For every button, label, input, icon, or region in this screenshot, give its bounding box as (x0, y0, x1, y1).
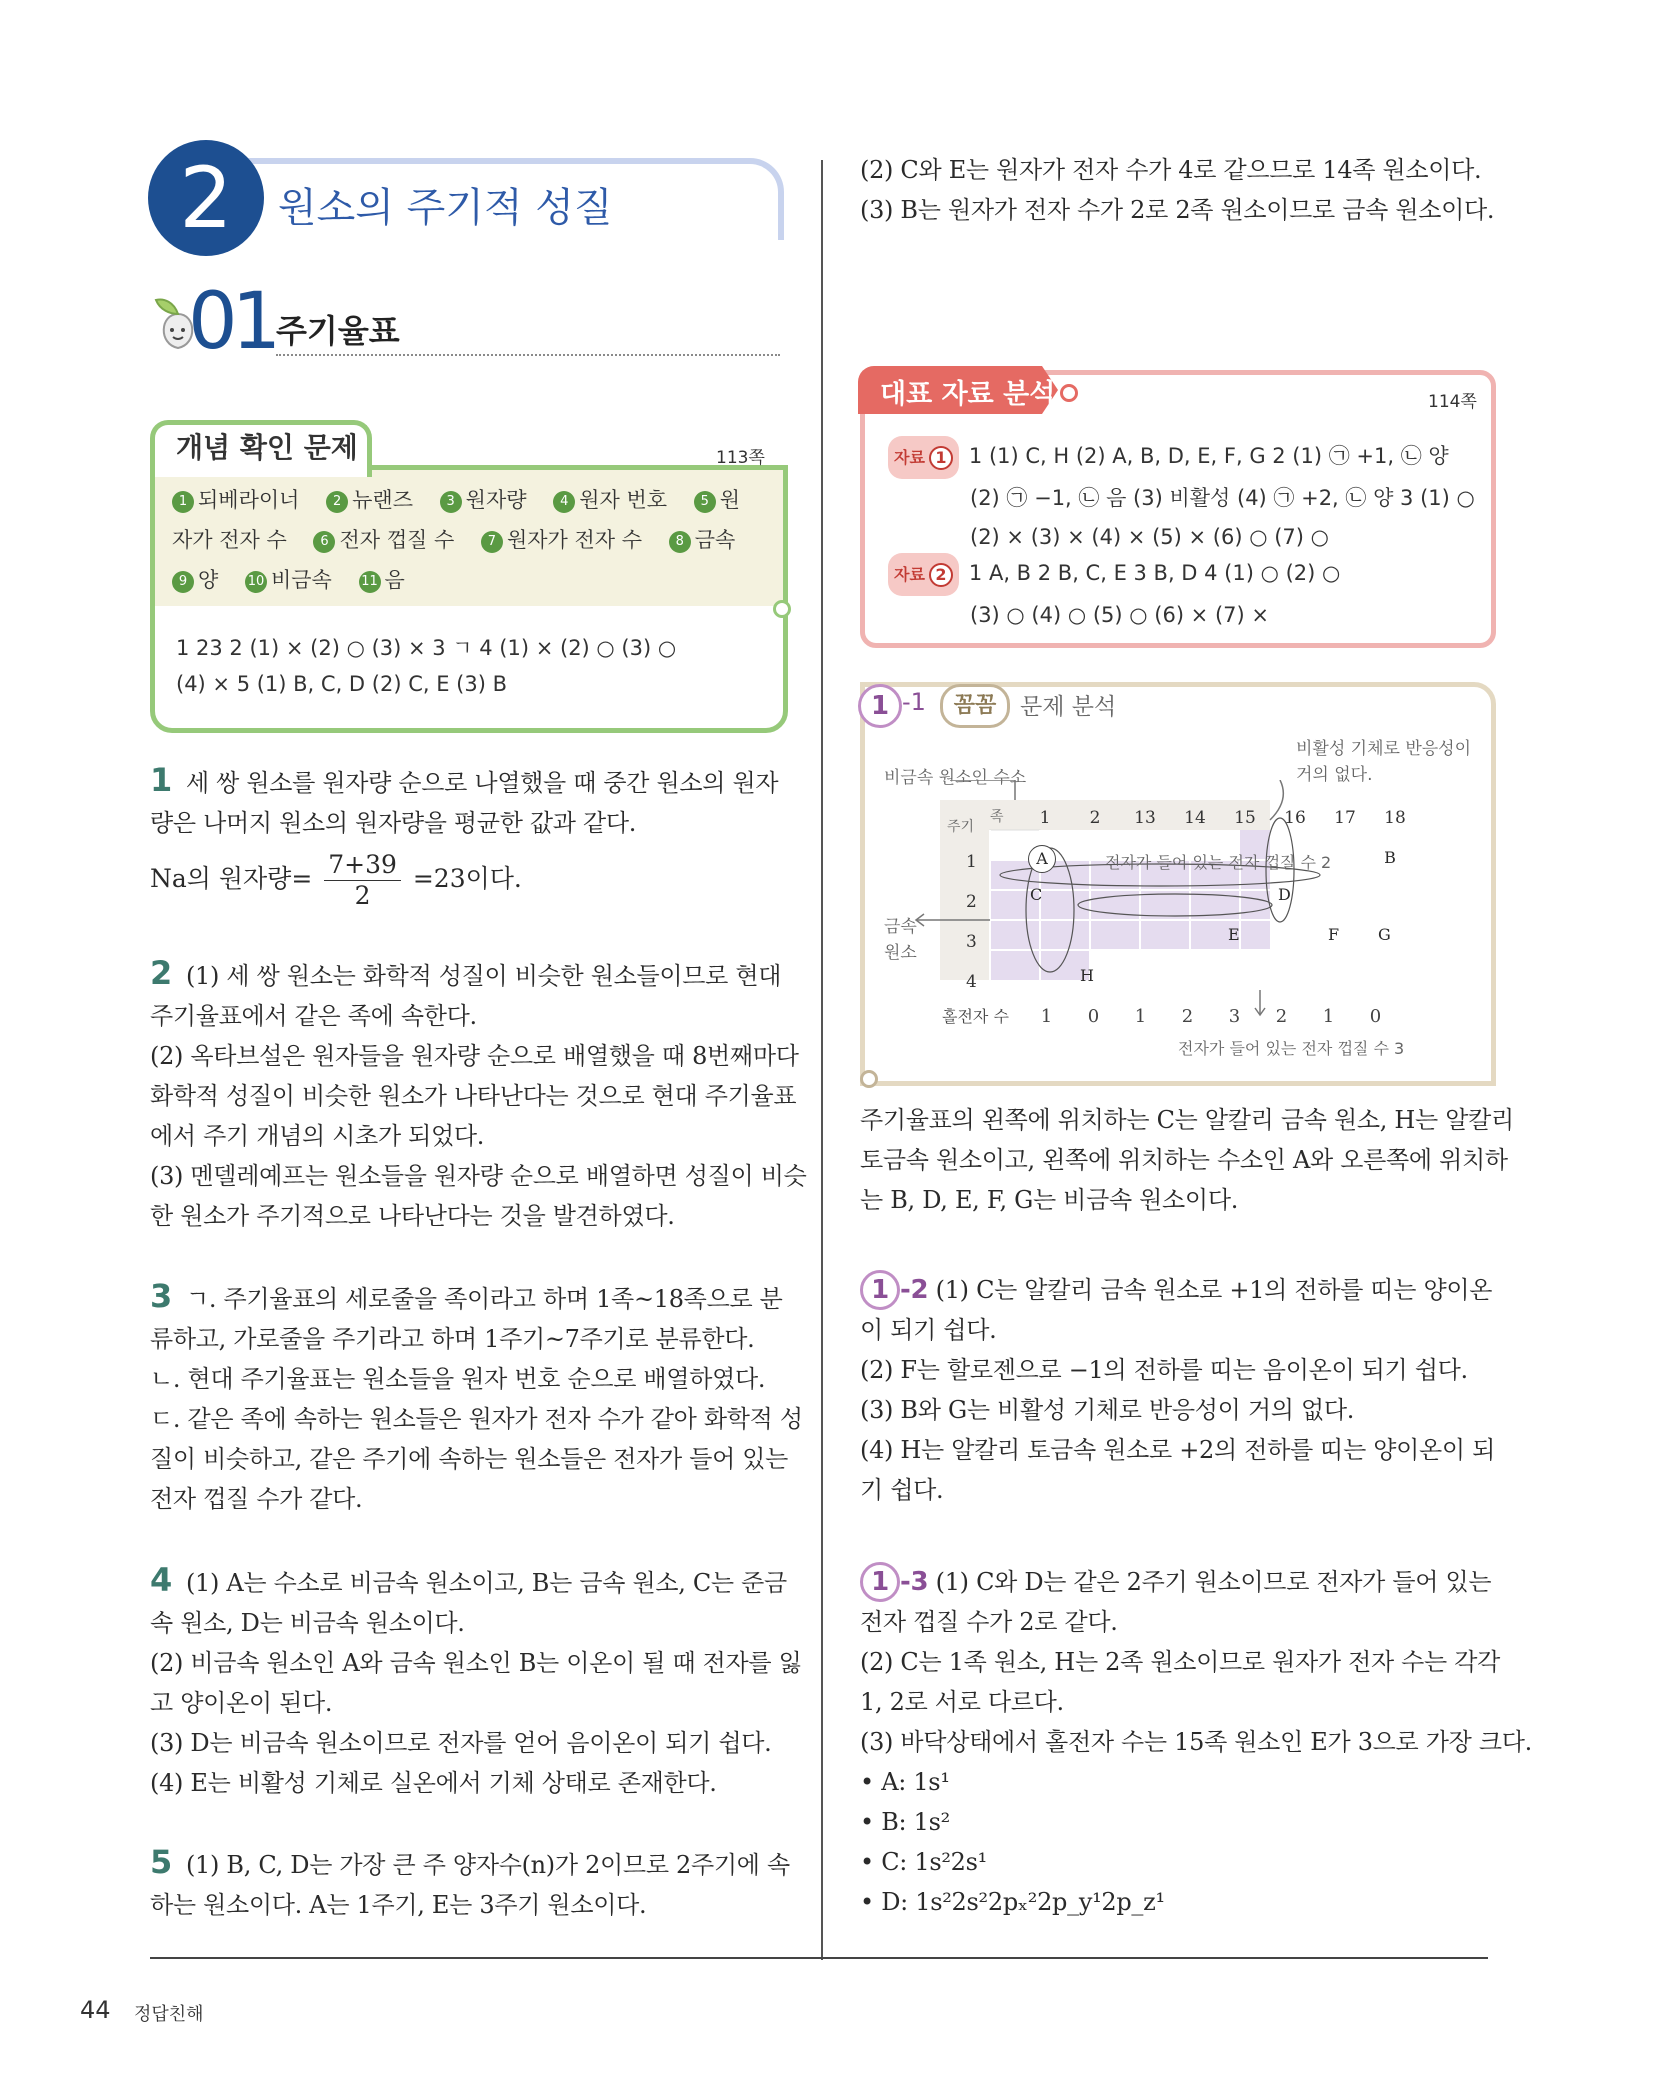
text-line: 에서 주기 개념의 시초가 되었다. (150, 1122, 485, 1150)
text-line: 화학적 성질이 비슷한 원소가 나타난다는 것으로 현대 주기율표 (150, 1082, 797, 1110)
label-metal-line-1: 금속 (884, 917, 917, 937)
text-line: (2) F는 할로젠으로 −1의 전하를 띠는 음이온이 되기 쉽다. (860, 1356, 1468, 1384)
keyword: 금속 (694, 528, 736, 552)
keyword: 음 (384, 568, 405, 592)
element-B: B (1384, 848, 1396, 867)
text-line: (3) 멘델레예프는 원소들을 원자량 순으로 배열하면 성질이 비슷 (150, 1162, 807, 1190)
question-number: 1 (150, 761, 172, 799)
jaryo-2-answers (888, 553, 1340, 635)
label-metal-line-2: 원소 (884, 943, 917, 963)
text-line: 토금속 원소이고, 왼쪽에 위치하는 수소인 A와 오른쪽에 위치하 (860, 1146, 1508, 1174)
keyword: 비금속 (270, 568, 332, 592)
unpaired-value: 2 (1181, 1006, 1194, 1027)
text-line: (2) C는 1족 원소, H는 2족 원소이므로 원자가 전자 수는 각각 (860, 1648, 1501, 1676)
label-inert-line-2: 거의 없다. (1296, 765, 1373, 785)
text-line: (2) C와 E는 원자가 전자 수가 4로 같으므로 14족 원소이다. (860, 156, 1482, 184)
period-number-column (966, 842, 977, 1002)
answer-line: 1 (1) C, H (2) A, B, D, E, F, G 2 (1) ㉠ +1, ㉡ 양 (968, 444, 1449, 468)
keyword: 전자 껍질 수 (339, 528, 455, 552)
label-inert-line-1: 비활성 기체로 반응성이 (1296, 739, 1472, 759)
element-E: E (1228, 925, 1240, 944)
unpaired-value: 2 (1275, 1006, 1288, 1027)
group-number: 15 (1234, 808, 1256, 828)
section-title: 주기율표 (276, 312, 400, 350)
keyword-number: 7 (481, 531, 503, 553)
corner-period-label: 주기 (947, 819, 975, 835)
concept-keyword-line-1 (172, 484, 740, 514)
question-number: 3 (150, 1277, 172, 1315)
fraction-numerator: 7+39 (324, 850, 401, 881)
text-line: ㄱ. 주기율표의 세로줄을 족이라고 하며 1족~18족으로 분 (185, 1285, 783, 1313)
text-line: 전자 껍질 수가 2로 같다. (860, 1608, 1118, 1636)
unpaired-value: 0 (1369, 1006, 1382, 1027)
element-C: C (1030, 885, 1043, 904)
text-line: 세 쌍 원소를 원자량 순으로 나열했을 때 중간 원소의 원자 (185, 769, 779, 797)
unpaired-value: 1 (1040, 1006, 1053, 1027)
concept-box-dot (773, 600, 791, 618)
rep-box-dot (1060, 384, 1078, 402)
keyword-number: 1 (172, 491, 194, 513)
text-line: 하는 원소이다. A는 1주기, E는 3주기 원소이다. (150, 1891, 647, 1919)
analysis-title: 문제 분석 (1020, 694, 1117, 720)
analysis-number-badge: 1 (858, 684, 902, 728)
text-line: 주기율표의 왼쪽에 위치하는 C는 알칼리 금속 원소, H는 알칼리 (860, 1106, 1514, 1134)
answer-line: 1 A, B 2 B, C, E 3 B, D 4 (1) ○ (2) ○ (968, 561, 1341, 585)
group-number: 2 (1089, 808, 1101, 828)
keyword: 원자량 (465, 488, 527, 512)
section-underline (276, 354, 780, 356)
group-number: 14 (1184, 808, 1206, 828)
shell-note-3: 전자가 들어 있는 전자 껍질 수 3 (1178, 1039, 1405, 1058)
group-number: 1 (1039, 808, 1051, 828)
electron-config: A: 1s¹ (881, 1768, 950, 1796)
sub-question-circle: 1 (860, 1562, 900, 1602)
period-column-bg (940, 830, 990, 980)
concept-keyword-line-2 (172, 524, 735, 554)
group-number: 16 (1284, 808, 1306, 828)
period-number: 4 (966, 972, 977, 992)
text-line: (1) C는 알칼리 금속 원소로 +1의 전하를 띠는 양이온 (935, 1276, 1493, 1304)
group-number: 13 (1134, 808, 1156, 828)
keyword-number: 10 (245, 571, 267, 593)
text-line: 전자 껍질 수가 같다. (150, 1485, 363, 1513)
chapter-title: 원소의 주기적 성질 (278, 185, 613, 231)
keyword: 양 (198, 568, 219, 592)
jaryo-1-answers (888, 436, 1475, 557)
keyword-number: 6 (313, 531, 335, 553)
representative-analysis-title: 대표 자료 분석 (880, 379, 1056, 410)
analysis-box-dot (860, 1070, 878, 1088)
concept-check-title: 개념 확인 문제 (176, 431, 358, 464)
unpaired-label: 홀전자 수 (942, 1007, 1009, 1026)
keyword: 되베라이너 (198, 488, 300, 512)
text-line: 는 B, D, E, F, G는 비금속 원소이다. (860, 1186, 1239, 1214)
keyword: 원자 번호 (579, 488, 668, 512)
keyword-number: 3 (440, 491, 462, 513)
footer-book-title: 정답친해 (134, 2004, 204, 2025)
keyword-number: 5 (694, 491, 716, 513)
sub-question-badge (860, 1275, 928, 1305)
analysis-ggom-badge: 꼼꼼 (940, 684, 1010, 728)
element-A: A (1028, 845, 1056, 873)
group-number: 18 (1384, 808, 1406, 828)
group-number-row (1020, 808, 1420, 828)
element-F: F (1328, 925, 1340, 944)
formula-suffix: =23이다. (412, 864, 522, 893)
period-number: 1 (966, 852, 977, 872)
text-line: 한 원소가 주기적으로 나타난다는 것을 발견하였다. (150, 1202, 675, 1230)
sub-question-1-3: 1 -3 (1) C와 D는 같은 2주기 원소이므로 전자가 들어 있는 전자 껍질 수가 2로 같다. (2) C는 1족 원소, H는 2족 원소이므로 원자가 전자 수는 각각 1, 2로 서로 다르다. (3) 바닥상태에서 홀전자 수는 15족 원소인 E가 3으로 가장 크다. • A: 1s¹ • B: 1s² • C: 1s²2s¹ • D: 1s²2s²2pₓ²2p_y¹2p_z¹ (860, 1562, 1490, 1922)
unpaired-value: 3 (1228, 1006, 1241, 1027)
concept-check-page-ref: 113쪽 (716, 448, 765, 468)
keyword-number: 11 (359, 571, 381, 593)
unpaired-value: 1 (1322, 1006, 1335, 1027)
formula-prefix: Na의 원자량= (150, 864, 313, 893)
sub-question-suffix: -3 (900, 1567, 929, 1597)
text-line: 량은 나머지 원소의 원자량을 평균한 값과 같다. (150, 809, 637, 837)
shell-note-2: 전자가 들어 있는 전자 껍질 수 2 (1105, 853, 1332, 872)
concept-keyword-line-3 (172, 564, 405, 594)
text-line: 이 되기 쉽다. (860, 1316, 997, 1344)
text-line: (3) D는 비금속 원소이므로 전자를 얻어 음이온이 되기 쉽다. (150, 1729, 772, 1757)
text-line: 고 양이온이 된다. (150, 1689, 333, 1717)
period-number: 2 (966, 892, 977, 912)
fraction-denominator: 2 (354, 881, 371, 910)
text-line: (3) 바닥상태에서 홀전자 수는 15족 원소인 E가 3으로 가장 크다. (860, 1728, 1532, 1756)
keyword-number: 4 (553, 491, 575, 513)
analysis-number-suffix: -1 (902, 688, 926, 716)
jaryo-number: 1 (929, 446, 953, 470)
question-5 (150, 1842, 790, 1925)
formula-fraction (324, 850, 401, 911)
concept-answers-line-2: (4) × 5 (1) B, C, D (2) C, E (3) B (176, 672, 507, 696)
jaryo-number: 2 (929, 563, 953, 587)
electron-config: C: 1s²2s¹ (881, 1848, 987, 1876)
text-line: (4) H는 알칼리 토금속 원소로 +2의 전하를 띠는 양이온이 되 (860, 1436, 1496, 1464)
question-number: 4 (150, 1561, 172, 1599)
answer-line: (2) × (3) × (4) × (5) × (6) ○ (7) ○ (970, 525, 1329, 549)
text-line: (1) A는 수소로 비금속 원소이고, B는 금속 원소, C는 준금 (185, 1569, 787, 1597)
label-nonmetal-hydrogen: 비금속 원소인 수소 (884, 768, 1027, 788)
jaryo-label: 자료 (894, 565, 925, 584)
electron-config: D: 1s²2s²2pₓ²2p_y¹2p_z¹ (881, 1888, 1165, 1916)
analysis-explanation (860, 1100, 1514, 1220)
question-3 (150, 1276, 803, 1519)
corner-group-label: 족 (990, 809, 1004, 825)
text-line: (1) C와 D는 같은 2주기 원소이므로 전자가 들어 있는 (935, 1568, 1492, 1596)
text-line: ㄷ. 같은 족에 속하는 원소들은 원자가 전자 수가 같아 화학적 성 (150, 1405, 803, 1433)
concept-answers-line-1: 1 23 2 (1) × (2) ○ (3) × 3 ㄱ 4 (1) × (2) ○ (3) ○ (176, 636, 677, 660)
q1-formula (150, 850, 522, 911)
sub-question-badge (860, 1567, 928, 1597)
question-number: 5 (150, 1843, 172, 1881)
element-H: H (1080, 966, 1094, 985)
rep-page-ref: 114쪽 (1428, 392, 1477, 412)
unpaired-electron-row (942, 1004, 1399, 1027)
text-line: 속 원소, D는 비금속 원소이다. (150, 1609, 465, 1637)
sub-question-circle: 1 (860, 1270, 900, 1310)
question-4 (150, 1560, 802, 1803)
jaryo-label: 자료 (894, 448, 925, 467)
keyword-number: 8 (669, 531, 691, 553)
electron-config: B: 1s² (881, 1808, 950, 1836)
question-number: 2 (150, 954, 172, 992)
group-number: 17 (1334, 808, 1356, 828)
page-number: 44 (80, 1996, 111, 2024)
text-line: ㄴ. 현대 주기율표는 원소들을 원자 번호 순으로 배열하였다. (150, 1365, 766, 1393)
jaryo-2-badge (888, 553, 959, 596)
text-line: (1) B, C, D는 가장 큰 주 양자수(n)가 2이므로 2주기에 속 (185, 1851, 790, 1879)
text-line: 1, 2로 서로 다르다. (860, 1688, 1064, 1716)
element-D: D (1278, 885, 1291, 904)
text-line: (4) E는 비활성 기체로 실온에서 기체 상태로 존재한다. (150, 1769, 717, 1797)
text-line: 질이 비슷하고, 같은 주기에 속하는 원소들은 전자가 들어 있는 (150, 1445, 789, 1473)
sub-question-suffix: -2 (900, 1275, 929, 1305)
footer-rule (150, 1957, 1488, 1959)
keyword: 원자가 전자 수 (506, 528, 643, 552)
jaryo-1-badge (888, 436, 959, 479)
column-divider (821, 160, 823, 1960)
chapter-number: 2 (179, 149, 233, 247)
unpaired-value: 0 (1087, 1006, 1100, 1027)
text-line: (2) 비금속 원소인 A와 금속 원소인 B는 이온이 될 때 전자를 잃 (150, 1649, 802, 1677)
right-top-continuation (860, 150, 1495, 230)
answer-line: (2) ㉠ −1, ㉡ 음 (3) 비활성 (4) ㉠ +2, ㉡ 양 3 (1) ○ (970, 486, 1475, 510)
answer-line: (3) ○ (4) ○ (5) ○ (6) × (7) × (970, 603, 1269, 627)
section-number: 01 (188, 277, 276, 367)
keyword: 원 (719, 488, 741, 512)
keyword: 뉴랜즈 (352, 488, 413, 512)
unpaired-value: 1 (1134, 1006, 1147, 1027)
element-G: G (1378, 925, 1391, 944)
keyword-number: 9 (172, 571, 194, 593)
text-line: 주기율표에서 같은 족에 속한다. (150, 1002, 477, 1030)
keyword-number: 2 (326, 491, 348, 513)
text-line: 기 쉽다. (860, 1476, 944, 1504)
text-line: (3) B는 원자가 전자 수가 2로 2족 원소이므로 금속 원소이다. (860, 196, 1495, 224)
question-2 (150, 953, 807, 1236)
text-line: (3) B와 G는 비활성 기체로 반응성이 거의 없다. (860, 1396, 1355, 1424)
question-1 (150, 760, 780, 843)
text-line: (1) 세 쌍 원소는 화학적 성질이 비슷한 원소들이므로 현대 (185, 962, 782, 990)
period-number: 3 (966, 932, 977, 952)
text-line: (2) 옥타브설은 원자들을 원자량 순으로 배열했을 때 8번째마다 (150, 1042, 799, 1070)
keyword: 자가 전자 수 (172, 528, 287, 552)
sub-question-1-2 (860, 1270, 1496, 1510)
text-line: 류하고, 가로줄을 주기라고 하며 1주기~7주기로 분류한다. (150, 1325, 755, 1353)
